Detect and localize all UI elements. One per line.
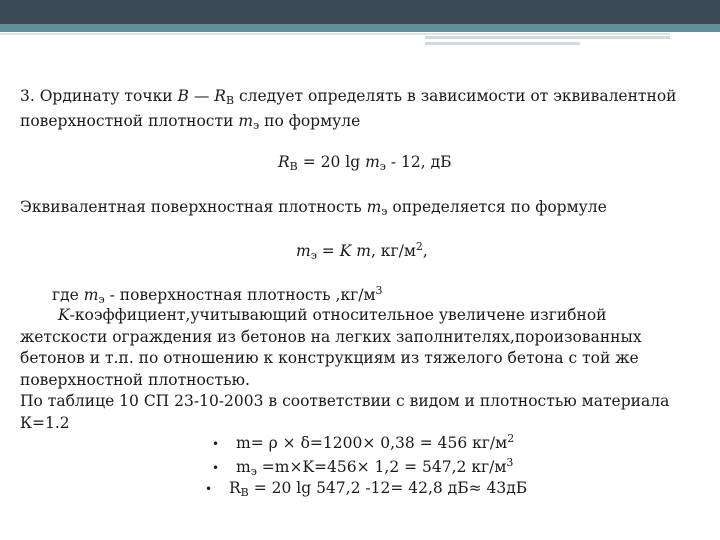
var-r: R [278,153,290,171]
decorative-line [0,33,670,35]
subscript: э [310,249,317,262]
subscript: B [240,486,249,499]
decorative-line [425,36,670,39]
paragraph-equivalent-density [20,198,607,218]
list-item [205,479,527,499]
text: где [52,286,84,304]
text: , кг/м [370,242,416,260]
where-line [52,284,383,306]
subscript: э [253,119,260,132]
superscript: 2 [507,432,515,445]
bullet-icon: • [212,461,220,475]
var-m: m [296,242,311,260]
text: По таблице 10 СП 23-10-2003 в соответствии с видом и плотностью материала [20,392,670,410]
text: — [188,87,215,105]
text: К=1.2 [20,413,70,432]
text: - 12, дБ [385,153,452,171]
formula-rb [278,153,452,173]
text: R [229,479,241,497]
superscript: 3 [506,456,514,469]
var-r: R [214,87,226,105]
var-m: m [238,112,254,130]
var-k: K [339,242,352,260]
header-bar [0,0,720,24]
text: = [316,242,340,260]
text: = 20 lg [297,153,366,171]
var-k: K [58,306,70,324]
text: бетонов и т.п. по отношению к конструкциям из тяжелого бетона с той же [20,349,639,367]
text: = 20 lg 547,2 -12= 42,8 дБ≈ 43дБ [248,479,528,497]
var-m: m [365,153,380,171]
text: - поверхностная плотность ,кг/м [104,286,376,304]
paragraph-table-reference [20,391,710,434]
text: -коэффициент,учитывающий относительное увеличене изгибной [69,306,607,324]
list-item [212,432,514,452]
text: Эквивалентная поверхностная плотность [20,198,367,216]
decorative-line [425,42,580,45]
header-accent-bar [0,24,720,32]
text: m [236,458,251,476]
text: по формуле [259,112,361,130]
bullet-icon: • [205,482,213,496]
paragraph-ordinate [20,86,710,136]
text: определяется по формуле [387,198,607,216]
text: , [422,242,428,260]
subscript: э [250,465,257,478]
var-m: m [83,286,99,304]
subscript: э [98,293,105,306]
text: m= ρ × δ=1200× 0,38 = 456 кг/м [236,434,508,452]
var-m: m [356,242,371,260]
subscript: э [379,160,386,173]
subscript: э [381,205,388,218]
subscript: B [289,160,298,173]
var-m: m [366,198,382,216]
superscript: 3 [375,284,383,297]
text: 3. Ординату точки [20,87,178,105]
subscript: B [225,94,235,107]
paragraph-k-coefficient [20,305,710,391]
superscript: 2 [415,240,423,253]
text: жетскости ограждения из бетонов на легких заполнителях,пороизованных [20,327,642,346]
text: поверхностной плотности [20,112,239,130]
text: =m×K=456× 1,2 = 547,2 кг/м [256,458,507,476]
formula-me [296,240,428,262]
bullet-icon: • [212,437,220,451]
list-item [212,456,513,478]
var-b: B [177,87,189,105]
text: следует определять в зависимости от эквивалентной [234,87,677,105]
text: поверхностной плотностью. [20,370,250,389]
